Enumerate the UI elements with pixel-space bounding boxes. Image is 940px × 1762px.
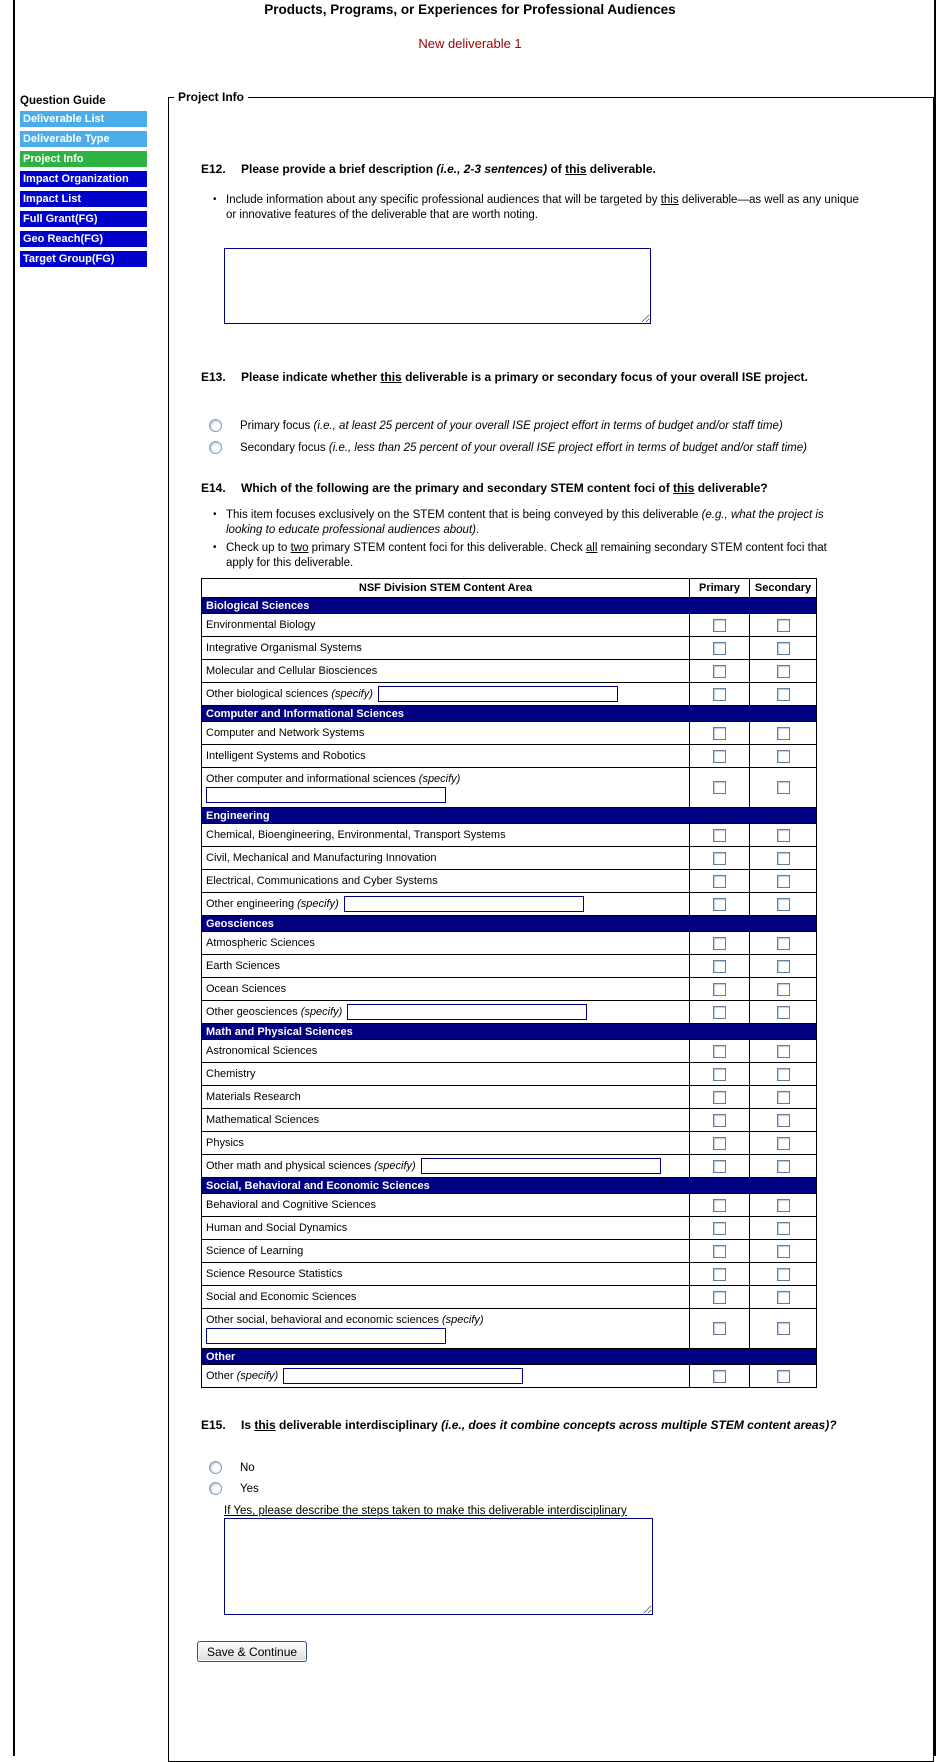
section-header-label: Math and Physical Sciences [202,1024,817,1040]
table-row [202,1155,817,1178]
stem-area-label: Ocean Sciences [206,983,287,995]
stem-area-label: Atmospheric Sciences [206,937,315,949]
table-row [202,745,817,768]
secondary-checkbox[interactable] [777,1199,790,1212]
table-row [202,1194,817,1217]
sidebar-items [20,111,148,267]
section-header-label: Social, Behavioral and Economic Sciences [202,1178,817,1194]
table-row [202,1001,817,1024]
secondary-cell [750,1063,817,1086]
secondary-cell [750,637,817,660]
secondary-cell [750,614,817,637]
primary-cell [690,1155,750,1178]
secondary-checkbox[interactable] [777,875,790,888]
table-row [202,978,817,1001]
bullet-icon: • [213,542,217,553]
primary-cell [690,955,750,978]
question-e14-number: E14. [201,481,226,495]
sidebar-item-impact-list[interactable]: Impact List [20,191,147,207]
primary-cell [690,1194,750,1217]
project-info-fieldset [168,90,934,1762]
e13-primary-focus-option [209,419,933,432]
primary-checkbox[interactable] [713,875,726,888]
e15-yes-radio[interactable] [209,1482,222,1495]
primary-checkbox[interactable] [713,619,726,632]
primary-checkbox[interactable] [713,688,726,701]
column-header-stem-area: NSF Division STEM Content Area [202,579,690,598]
primary-checkbox[interactable] [713,1091,726,1104]
e15-no-label: No [240,1461,255,1474]
e15-yes-option [209,1482,933,1495]
e13-secondary-focus-option [209,441,933,454]
specify-label: (specify) [374,1159,416,1172]
stem-area-label: Electrical, Communications and Cyber Systems [206,875,438,887]
table-header-row [202,579,817,598]
primary-cell [690,932,750,955]
stem-area-label: Other geosciences [206,1005,301,1018]
specify-input[interactable] [283,1368,523,1384]
specify-label: (specify) [442,1313,484,1326]
secondary-cell [750,768,817,808]
question-e14-text: Which of the following are the primary and secondary STEM content foci of this deliverable? [241,481,768,495]
primary-checkbox[interactable] [713,642,726,655]
sidebar-heading: Question Guide [20,95,106,107]
stem-area-label: Other engineering [206,897,298,910]
table-section-geosciences [202,916,817,932]
primary-cell [690,1286,750,1309]
section-header-label: Computer and Informational Sciences [202,706,817,722]
sidebar-item-project-info[interactable]: Project Info [20,151,147,167]
secondary-checkbox[interactable] [777,829,790,842]
table-section-computer-and-informational-sciences [202,706,817,722]
e15-no-option [209,1461,933,1474]
secondary-checkbox[interactable] [777,619,790,632]
deliverable-subtitle: New deliverable 1 [418,36,522,51]
primary-checkbox[interactable] [713,1268,726,1281]
secondary-checkbox[interactable] [777,1006,790,1019]
stem-area-label: Civil, Mechanical and Manufacturing Innovation [206,852,437,864]
primary-checkbox[interactable] [713,1068,726,1081]
table-row [202,637,817,660]
e14-bullet-2: • Check up to two primary STEM content foci for this deliverable. Check all remaining secondary STEM content foci that apply for this deliverable. [213,542,827,569]
table-row [202,955,817,978]
column-header-primary: Primary [690,579,750,598]
primary-cell [690,745,750,768]
question-e14 [169,481,933,496]
stem-area-label: Materials Research [206,1091,301,1103]
secondary-cell [750,1263,817,1286]
section-header-label: Engineering [202,808,817,824]
specify-label: (specify) [331,687,373,700]
table-row [202,1109,817,1132]
section-header-label: Geosciences [202,916,817,932]
table-row [202,893,817,916]
button-row [197,1641,933,1662]
table-row [202,614,817,637]
primary-cell [690,1063,750,1086]
secondary-cell [750,1286,817,1309]
secondary-cell [750,1365,817,1388]
table-section-engineering [202,808,817,824]
table-row [202,847,817,870]
table-row [202,1063,817,1086]
stem-area-label: Other biological sciences [206,687,332,700]
primary-cell [690,768,750,808]
secondary-cell [750,683,817,706]
secondary-checkbox[interactable] [777,781,790,794]
primary-checkbox[interactable] [713,1114,726,1127]
e15-if-yes-label: If Yes, please describe the steps taken to make this deliverable interdisciplinary [224,1505,627,1517]
e12-description-textarea[interactable] [224,248,651,324]
table-row [202,824,817,847]
table-row [202,1309,817,1349]
secondary-checkbox[interactable] [777,1114,790,1127]
stem-area-label: Behavioral and Cognitive Sciences [206,1199,376,1211]
secondary-checkbox[interactable] [777,1045,790,1058]
stem-area-label: Mathematical Sciences [206,1114,320,1126]
secondary-cell [750,978,817,1001]
stem-area-label: Other computer and informational sciences [206,772,419,785]
table-row [202,1240,817,1263]
primary-checkbox[interactable] [713,1006,726,1019]
stem-area-label: Earth Sciences [206,960,280,972]
table-section-biological-sciences [202,598,817,614]
secondary-checkbox[interactable] [777,1268,790,1281]
specify-input[interactable] [421,1158,661,1174]
primary-checkbox[interactable] [713,937,726,950]
fieldset-legend: Project Info [178,90,245,104]
table-row [202,870,817,893]
primary-checkbox[interactable] [713,1322,726,1335]
specify-input[interactable] [378,686,618,702]
secondary-checkbox[interactable] [777,983,790,996]
stem-area-label: Other [206,1369,237,1382]
primary-cell [690,1132,750,1155]
stem-area-label: Intelligent Systems and Robotics [206,750,366,762]
secondary-cell [750,1309,817,1349]
primary-checkbox[interactable] [713,960,726,973]
stem-area-label: Other social, behavioral and economic sciences [206,1313,443,1326]
specify-label: (specify) [418,772,461,785]
primary-checkbox[interactable] [713,781,726,794]
secondary-cell [750,1194,817,1217]
primary-checkbox[interactable] [713,1199,726,1212]
section-header-label: Other [202,1349,817,1365]
e15-yes-label: Yes [240,1482,259,1495]
primary-checkbox[interactable] [713,1137,726,1150]
table-section-other [202,1349,817,1365]
column-header-secondary: Secondary [750,579,817,598]
secondary-cell [750,870,817,893]
secondary-cell [750,1217,817,1240]
stem-area-label: Science Resource Statistics [206,1268,343,1280]
primary-checkbox[interactable] [713,898,726,911]
question-e13-text: Please indicate whether this deliverable is a primary or secondary focus of your overall ISE project. [241,370,808,384]
sidebar-item-impact-organization[interactable]: Impact Organization [20,171,147,187]
e13-secondary-focus-radio[interactable] [209,441,222,454]
secondary-cell [750,722,817,745]
primary-cell [690,978,750,1001]
secondary-cell [750,745,817,768]
e15-interdisciplinary-textarea[interactable] [224,1518,653,1615]
primary-cell [690,722,750,745]
save-continue-button[interactable]: Save & Continue [197,1641,307,1662]
secondary-checkbox[interactable] [777,1160,790,1173]
table-row [202,768,817,808]
stem-area-label: Social and Economic Sciences [206,1291,357,1303]
secondary-checkbox[interactable] [777,898,790,911]
secondary-checkbox[interactable] [777,852,790,865]
e13-primary-focus-radio[interactable] [209,419,222,432]
e13-secondary-focus-label: Secondary focus (i.e., less than 25 percent of your overall ISE project effort in terms of budget and/or staff time) [240,441,807,454]
table-section-math-and-physical-sciences [202,1024,817,1040]
primary-checkbox[interactable] [713,1291,726,1304]
stem-area-label: Environmental Biology [206,619,316,631]
table-row [202,1132,817,1155]
question-e15-number: E15. [201,1418,226,1432]
question-e12-number: E12. [201,162,226,176]
secondary-checkbox[interactable] [777,1091,790,1104]
table-row [202,1286,817,1309]
secondary-cell [750,1240,817,1263]
primary-cell [690,1001,750,1024]
secondary-checkbox[interactable] [777,727,790,740]
table-row [202,1217,817,1240]
stem-area-label: Chemistry [206,1068,256,1080]
stem-area-label: Human and Social Dynamics [206,1222,348,1234]
section-header-label: Biological Sciences [202,598,817,614]
question-e12 [169,162,933,177]
stem-area-label: Integrative Organismal Systems [206,642,362,654]
primary-checkbox[interactable] [713,852,726,865]
secondary-checkbox[interactable] [777,1370,790,1383]
bullet-icon: • [213,194,217,205]
sidebar-item-target-group-fg[interactable]: Target Group(FG) [20,251,147,267]
specify-input[interactable] [206,787,446,803]
question-e15-text: Is this deliverable interdisciplinary (i.e., does it combine concepts across multiple STEM content areas)? [241,1418,837,1432]
secondary-checkbox[interactable] [777,960,790,973]
stem-area-label: Other math and physical sciences [206,1159,375,1172]
primary-cell [690,824,750,847]
secondary-cell [750,1155,817,1178]
table-row [202,1263,817,1286]
primary-checkbox[interactable] [713,727,726,740]
primary-cell [690,1040,750,1063]
e12-bullet: • Include information about any specific professional audiences that will be targeted by this deliverable—as well as any unique or innovative features of the deliverable that are worth noting. [213,194,859,221]
primary-cell [690,1109,750,1132]
secondary-checkbox[interactable] [777,1068,790,1081]
specify-label: (specify) [297,897,339,910]
primary-cell [690,847,750,870]
primary-cell [690,1309,750,1349]
sidebar-item-geo-reach-fg[interactable]: Geo Reach(FG) [20,231,147,247]
secondary-cell [750,893,817,916]
stem-area-label: Science of Learning [206,1245,304,1257]
primary-checkbox[interactable] [713,665,726,678]
secondary-cell [750,1109,817,1132]
table-row [202,683,817,706]
question-e15 [169,1418,933,1433]
table-row [202,1086,817,1109]
primary-cell [690,637,750,660]
stem-area-label: Chemical, Bioengineering, Environmental, Transport Systems [206,829,506,841]
secondary-checkbox[interactable] [777,665,790,678]
specify-label: (specify) [300,1005,343,1018]
stem-area-label: Computer and Network Systems [206,727,365,739]
table-row [202,932,817,955]
stem-area-label: Physics [206,1137,244,1149]
secondary-cell [750,1001,817,1024]
secondary-checkbox[interactable] [777,937,790,950]
e13-primary-focus-label: Primary focus (i.e., at least 25 percent of your overall ISE project effort in terms of budget and/or staff time) [240,419,783,432]
table-row [202,1365,817,1388]
primary-cell [690,1086,750,1109]
secondary-cell [750,1040,817,1063]
secondary-checkbox[interactable] [777,688,790,701]
table-section-social-behavioral-and-economic-sciences [202,1178,817,1194]
e14-bullet-1: • This item focuses exclusively on the STEM content that is being conveyed by this deliverable (e.g., what the project is looking to educate professional audiences about). [213,509,824,536]
secondary-cell [750,824,817,847]
secondary-cell [750,847,817,870]
primary-checkbox[interactable] [713,750,726,763]
secondary-checkbox[interactable] [777,1291,790,1304]
stem-content-table [201,578,817,1388]
sidebar-item-deliverable-type[interactable]: Deliverable Type [20,131,147,147]
question-guide-sidebar [20,95,148,271]
secondary-cell [750,1132,817,1155]
primary-cell [690,683,750,706]
primary-checkbox[interactable] [713,1370,726,1383]
primary-cell [690,1365,750,1388]
primary-cell [690,1240,750,1263]
table-row [202,722,817,745]
primary-cell [690,870,750,893]
primary-checkbox[interactable] [713,1045,726,1058]
primary-cell [690,660,750,683]
secondary-cell [750,660,817,683]
specify-input[interactable] [347,1004,587,1020]
question-e13-number: E13. [201,370,226,384]
secondary-cell [750,1086,817,1109]
primary-checkbox[interactable] [713,1160,726,1173]
primary-checkbox[interactable] [713,983,726,996]
primary-cell [690,893,750,916]
bullet-icon: • [213,509,217,520]
sidebar-item-deliverable-list[interactable]: Deliverable List [20,111,147,127]
primary-cell [690,1263,750,1286]
primary-cell [690,614,750,637]
e15-no-radio[interactable] [209,1461,222,1474]
secondary-cell [750,932,817,955]
secondary-checkbox[interactable] [777,1222,790,1235]
secondary-checkbox[interactable] [777,1245,790,1258]
specify-input[interactable] [206,1328,446,1344]
secondary-checkbox[interactable] [777,642,790,655]
primary-checkbox[interactable] [713,1245,726,1258]
question-e12-text: Please provide a brief description (i.e., 2-3 sentences) of this deliverable. [241,162,656,176]
secondary-cell [750,955,817,978]
primary-cell [690,1217,750,1240]
sidebar-item-full-grant-fg[interactable]: Full Grant(FG) [20,211,147,227]
page-title: Products, Programs, or Experiences for Professional Audiences [264,2,676,17]
table-row [202,660,817,683]
stem-area-label: Astronomical Sciences [206,1045,318,1057]
secondary-checkbox[interactable] [777,1322,790,1335]
primary-checkbox[interactable] [713,829,726,842]
question-e13 [169,370,933,385]
specify-input[interactable] [344,896,584,912]
stem-area-label: Molecular and Cellular Biosciences [206,665,378,677]
secondary-checkbox[interactable] [777,750,790,763]
specify-label: (specify) [236,1369,279,1382]
primary-checkbox[interactable] [713,1222,726,1235]
table-row [202,1040,817,1063]
secondary-checkbox[interactable] [777,1137,790,1150]
